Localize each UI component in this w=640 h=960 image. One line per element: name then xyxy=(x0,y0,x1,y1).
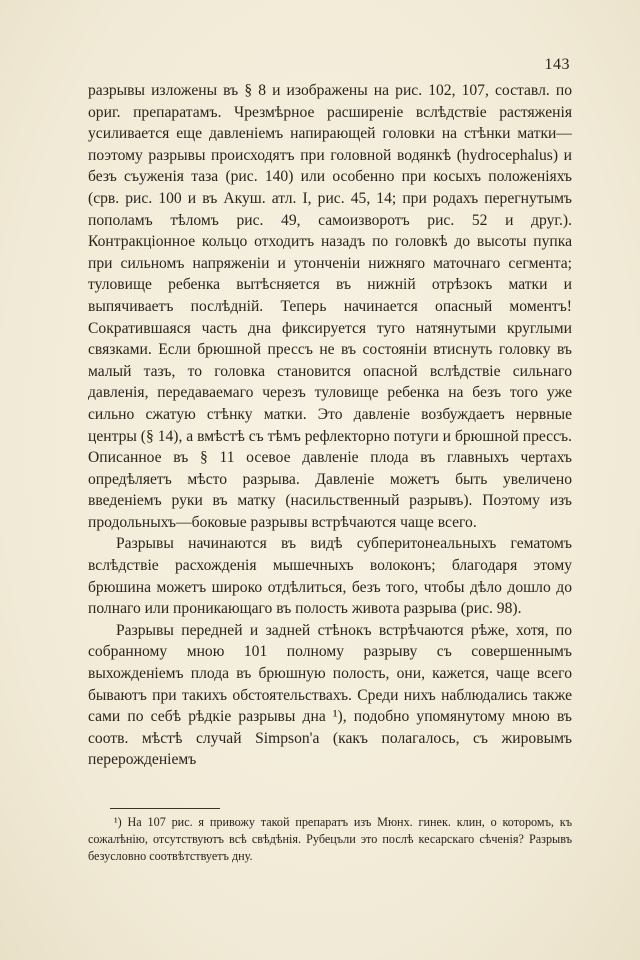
paragraph-3: Разрывы передней и задней стѣнокъ встрѣчаются рѣже, хотя, по собранному мною 101 полному разрыву съ совершеннымъ выхожденіемъ плода въ брюшную полость, они, кажется, чаще всего бываютъ при такихъ обстоятельствахъ. Среди нихъ наблюдались также сами по себѣ рѣдкіе разрывы дна ¹), подобно упомянутому мною въ соотв. мѣстѣ случай Simpson'а (какъ полагалось, съ жировымъ перерожденіемъ xyxy=(88,621,572,769)
footnote xyxy=(88,814,572,865)
paragraph-2: Разрывы начинаются въ видѣ субперитонеальныхъ гематомъ вслѣдствіе расхожденія мышечныхъ волоконъ; благодаря этому брюшина можетъ широко отдѣлиться, безъ того, чтобы дѣло дошло до полнаго или проникающаго въ полость живота разрыва (рис. 98). xyxy=(88,535,572,618)
footnote-divider xyxy=(110,808,220,809)
paragraph-1: разрывы изложены въ § 8 и изображены на рис. 102, 107, составл. по ориг. препаратамъ. Чрезмѣрное расширеніе вслѣдствіе растяженія усиливается еще давленіемъ напирающей головки на стѣнки матки—поэтому разрывы происходятъ при головной водянкѣ (hydrocephalus) и безъ съуженія таза (рис. 140) или особенно при косыхъ положеніяхъ (срв. рис. 100 и въ Акуш. атл. I, рис. 45, 14; при родахъ перегнутымъ пополамъ тѣломъ рис. 49, самоизворотъ рис. 52 и друг.). Контракціонное кольцо отходитъ назадъ по головкѣ до высоты пупка при сильномъ напряженіи и утонченіи нижняго маточнаго сегмента; туловище ребенка вытѣсняется въ нижній отрѣзокъ матки и выпячиваетъ послѣдній. Теперь начинается опасный моментъ! Сократившаяся часть дна фиксируется туго натянутыми круглыми связками. Если брюшной прессъ не въ состояніи втиснуть головку въ малый тазъ, то головка становится опасной вслѣдствіе сильнаго давленія, передаваемаго черезъ туловище ребенка на безъ того уже сильно сжатую стѣнку матки. Это давленіе возбуждаетъ нервные центры (§ 14), а вмѣстѣ съ тѣмъ рефлекторно потуги и брюшной прессъ. Описанное въ § 11 осевое давленіе плода въ главныхъ чертахъ опредѣляетъ мѣсто разрыва. Давленіе можетъ быть увеличено введеніемъ руки въ матку (насильственный разрывъ). Поэтому изъ продольныхъ—боковые разрывы встрѣчаются чаще всего. xyxy=(88,82,572,531)
body-text xyxy=(88,80,572,771)
page-number: 143 xyxy=(544,56,570,73)
footnote-text: ¹) На 107 рис. я привожу такой препаратъ изъ Мюнх. гинек. клин, о которомъ, къ сожалѣнію, отсутствуютъ всѣ свѣдѣнія. Рубецъли это послѣ кесарскаго сѣченія? Разрывъ безусловно соотвѣтствуетъ дну. xyxy=(88,815,572,863)
